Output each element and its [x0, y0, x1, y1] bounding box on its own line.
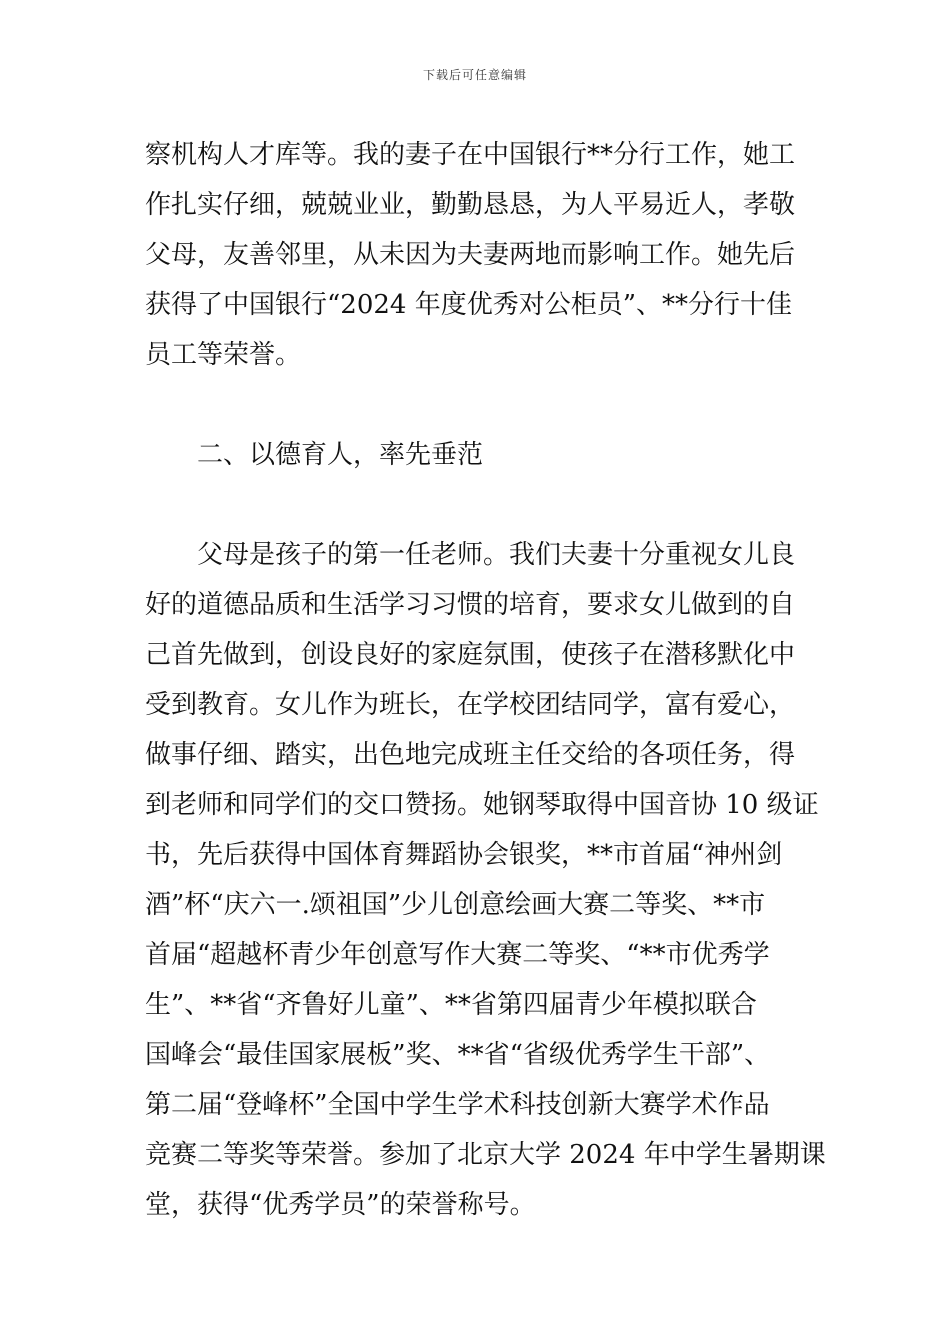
paragraph-line: 竞赛二等奖等荣誉。参加了北京大学 2024 年中学生暑期课 — [145, 1140, 826, 1170]
paragraph-line: 酒”杯“庆六一.颂祖国”少儿创意绘画大赛二等奖、**市 — [145, 890, 766, 920]
paragraph-line: 好的道德品质和生活学习习惯的培育，要求女儿做到的自 — [145, 590, 796, 620]
paragraph-line: 父母，友善邻里，从未因为夫妻两地而影响工作。她先后 — [145, 240, 796, 270]
paragraph-line: 书，先后获得中国体育舞蹈协会银奖，**市首届“神州剑 — [145, 840, 783, 870]
paragraph-1 — [145, 130, 815, 380]
document-body — [145, 130, 826, 1230]
paragraph-line: 获得了中国银行“2024 年度优秀对公柜员”、**分行十佳 — [145, 290, 793, 320]
paragraph-line: 首届“超越杯青少年创意写作大赛二等奖、“**市优秀学 — [145, 940, 770, 970]
paragraph-line: 堂，获得“优秀学员”的荣誉称号。 — [145, 1190, 536, 1220]
page-header: 下载后可任意编辑 — [422, 68, 527, 82]
paragraph-spacer — [145, 480, 815, 530]
paragraph-line: 生”、**省“齐鲁好儿童”、**省第四届青少年模拟联合 — [145, 990, 757, 1020]
paragraph-line: 父母是孩子的第一任老师。我们夫妻十分重视女儿良 — [197, 540, 796, 570]
paragraph-line: 第二届“登峰杯”全国中学生学术科技创新大赛学术作品 — [145, 1090, 770, 1120]
paragraph-line: 到老师和同学们的交口赞扬。她钢琴取得中国音协 10 级证 — [145, 790, 819, 820]
paragraph-2 — [145, 530, 826, 1230]
paragraph-spacer — [145, 380, 815, 430]
paragraph-line: 做事仔细、踏实，出色地完成班主任交给的各项任务，得 — [145, 740, 796, 770]
paragraph-line: 受到教育。女儿作为班长，在学校团结同学，富有爱心， — [145, 690, 796, 720]
section-heading: 二、以德育人，率先垂范 — [197, 440, 484, 470]
paragraph-line: 国峰会“最佳国家展板”奖、**省“省级优秀学生干部”、 — [145, 1040, 771, 1070]
paragraph-line: 察机构人才库等。我的妻子在中国银行**分行工作，她工 — [145, 140, 796, 170]
paragraph-line: 员工等荣誉。 — [145, 340, 302, 370]
paragraph-line: 作扎实仔细，兢兢业业，勤勤恳恳，为人平易近人，孝敬 — [145, 190, 796, 220]
paragraph-line: 己首先做到，创设良好的家庭氛围，使孩子在潜移默化中 — [145, 640, 796, 670]
